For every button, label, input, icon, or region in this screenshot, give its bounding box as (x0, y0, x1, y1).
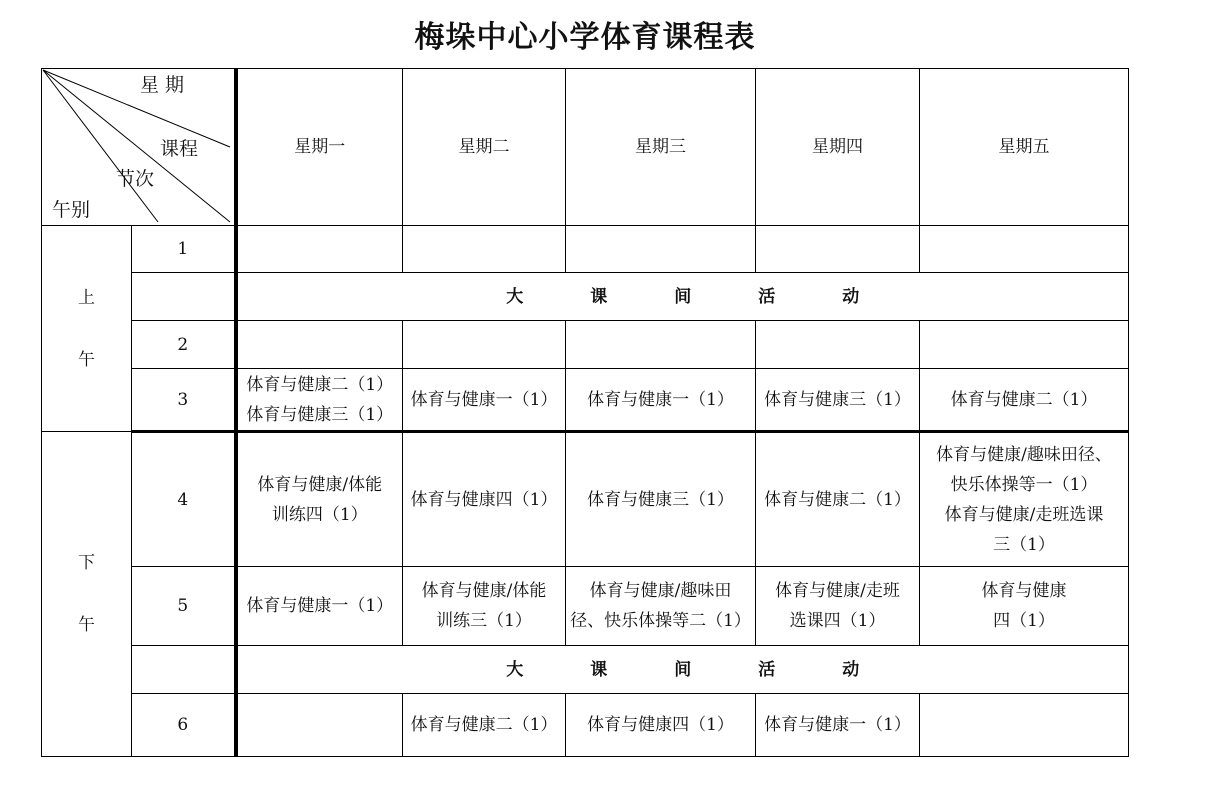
schedule-cell: 体育与健康/趣味田径、 快乐体操等一（1） 体育与健康/走班选课 三（1） (920, 432, 1129, 567)
schedule-cell (236, 321, 403, 369)
schedule-cell: 体育与健康/趣味田 径、快乐体操等二（1） (566, 567, 756, 646)
schedule-cell: 体育与健康一（1） (403, 369, 566, 432)
diag-label-period: 节次 (116, 168, 155, 190)
schedule-cell (566, 321, 756, 369)
schedule-table (41, 68, 1129, 757)
schedule-cell: 体育与健康四（1） (403, 432, 566, 567)
day-header-tue: 星期二 (403, 69, 566, 226)
schedule-cell: 体育与健康/体能 训练三（1） (403, 567, 566, 646)
big-break-activity: 大 课 间 活 动 (236, 273, 1129, 321)
day-header-thu: 星期四 (756, 69, 920, 226)
page-title: 梅垛中心小学体育课程表 (414, 20, 756, 55)
period-number: 3 (132, 369, 236, 432)
schedule-cell: 体育与健康 四（1） (920, 567, 1129, 646)
schedule-cell (920, 226, 1129, 273)
schedule-cell: 体育与健康二（1） 体育与健康三（1） (236, 369, 403, 432)
schedule-cell: 体育与健康二（1） (756, 432, 920, 567)
schedule-cell (566, 226, 756, 273)
schedule-cell: 体育与健康四（1） (566, 694, 756, 757)
schedule-cell: 体育与健康一（1） (566, 369, 756, 432)
period-number-empty (132, 646, 236, 694)
period-row-4 (42, 432, 1129, 567)
diagonal-header-cell (42, 69, 236, 226)
period-row-5 (42, 567, 1129, 646)
schedule-cell (236, 694, 403, 757)
day-header-mon: 星期一 (236, 69, 403, 226)
activity-row-afternoon (42, 646, 1129, 694)
day-header-wed: 星期三 (566, 69, 756, 226)
big-break-activity: 大 课 间 活 动 (236, 646, 1129, 694)
schedule-cell: 体育与健康/体能 训练四（1） (236, 432, 403, 567)
diag-label-week: 星 期 (140, 74, 185, 96)
session-afternoon: 下 午 (42, 432, 132, 757)
schedule-cell (236, 226, 403, 273)
period-number: 6 (132, 694, 236, 757)
schedule-cell: 体育与健康三（1） (566, 432, 756, 567)
schedule-cell (756, 226, 920, 273)
schedule-cell: 体育与健康三（1） (756, 369, 920, 432)
period-row-3 (42, 369, 1129, 432)
header-row (42, 69, 1129, 226)
schedule-cell: 体育与健康一（1） (236, 567, 403, 646)
schedule-cell (403, 321, 566, 369)
period-number: 4 (132, 432, 236, 567)
period-number-empty (132, 273, 236, 321)
activity-row-morning (42, 273, 1129, 321)
day-header-fri: 星期五 (920, 69, 1129, 226)
diag-label-course: 课程 (160, 138, 199, 160)
schedule-cell: 体育与健康二（1） (403, 694, 566, 757)
period-number: 2 (132, 321, 236, 369)
schedule-cell: 体育与健康/走班 选课四（1） (756, 567, 920, 646)
session-morning: 上 午 (42, 226, 132, 432)
schedule-cell: 体育与健康一（1） (756, 694, 920, 757)
period-number: 5 (132, 567, 236, 646)
schedule-cell (920, 321, 1129, 369)
schedule-cell (756, 321, 920, 369)
schedule-cell (920, 694, 1129, 757)
period-row-2 (42, 321, 1129, 369)
schedule-cell: 体育与健康二（1） (920, 369, 1129, 432)
period-number: 1 (132, 226, 236, 273)
period-row-1 (42, 226, 1129, 273)
period-row-6 (42, 694, 1129, 757)
schedule-cell (403, 226, 566, 273)
diag-label-session: 午别 (52, 199, 91, 221)
